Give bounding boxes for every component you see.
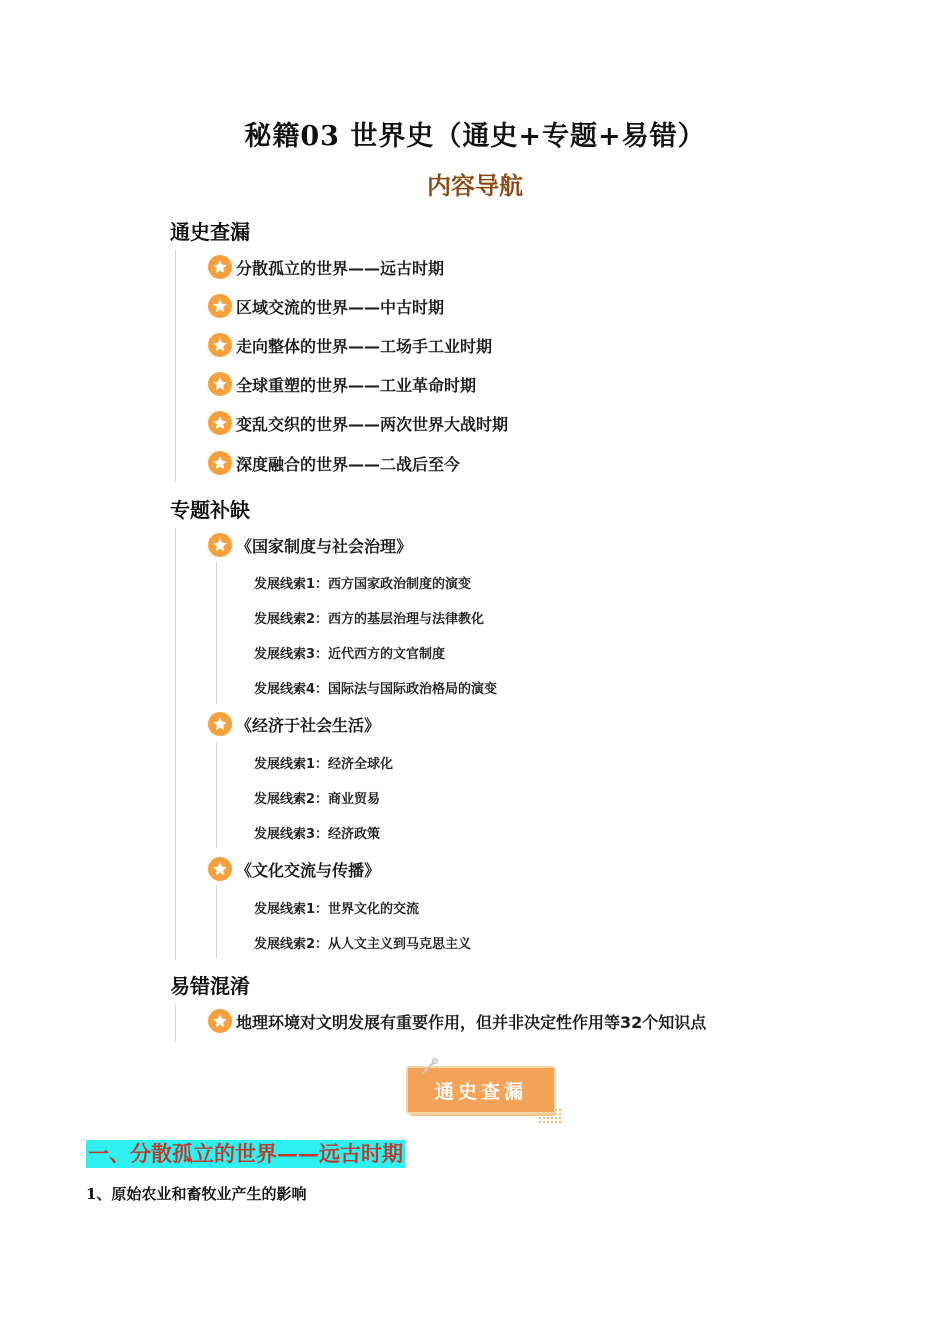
nav-item-label: 区域交流的世界——中古时期 <box>236 297 445 317</box>
nav-item-period-6[interactable] <box>208 450 460 476</box>
document-title: 秘籍03 世界史（通史+专题+易错） <box>244 121 706 152</box>
topic-item-culture[interactable] <box>208 856 380 882</box>
clue-item[interactable]: 发展线索1：世界文化的交流 <box>254 902 420 917</box>
star-icon <box>208 255 232 279</box>
clue-item[interactable]: 发展线索3：近代西方的文官制度 <box>254 647 446 662</box>
topic-rule <box>216 742 217 848</box>
topic-item-economy[interactable] <box>208 711 380 737</box>
topic-label: 《经济于社会生活》 <box>236 715 381 735</box>
nav-item-label: 全球重塑的世界——工业革命时期 <box>236 375 477 395</box>
clue-item[interactable]: 发展线索2：商业贸易 <box>254 792 381 807</box>
clue-item[interactable]: 发展线索2：从人文主义到马克思主义 <box>254 937 472 952</box>
star-icon <box>208 712 232 736</box>
section-heading-common-mistakes: 易错混淆 <box>170 974 250 998</box>
nav-item-label: 深度融合的世界——二战后至今 <box>236 454 461 474</box>
star-icon <box>208 294 232 318</box>
nav-item-period-1[interactable] <box>208 254 444 280</box>
clue-item[interactable]: 发展线索2：西方的基层治理与法律教化 <box>254 612 485 627</box>
section-badge <box>404 1064 564 1126</box>
clue-item[interactable]: 发展线索1：西方国家政治制度的演变 <box>254 577 472 592</box>
star-icon <box>208 533 232 557</box>
content-navigation-title: 内容导航 <box>427 171 523 200</box>
clue-item[interactable]: 发展线索1：经济全球化 <box>254 757 394 772</box>
section-rule <box>175 528 176 960</box>
section-heading-topics: 专题补缺 <box>170 498 250 522</box>
chapter-heading: 一、分散孤立的世界——远古时期 <box>88 1141 403 1166</box>
star-icon <box>208 333 232 357</box>
section-heading-general-history: 通史查漏 <box>170 220 250 244</box>
section-rule <box>175 1004 176 1042</box>
star-icon <box>208 372 232 396</box>
topic-rule <box>216 562 217 704</box>
topic-label: 《国家制度与社会治理》 <box>236 536 413 556</box>
topic-label: 《文化交流与传播》 <box>236 860 381 880</box>
nav-item-mistakes[interactable] <box>208 1008 706 1034</box>
section-rule <box>175 250 176 482</box>
nav-item-period-3[interactable] <box>208 332 492 358</box>
nav-item-label: 分散孤立的世界——远古时期 <box>236 258 445 278</box>
star-icon <box>208 857 232 881</box>
clue-item[interactable]: 发展线索3：经济政策 <box>254 827 381 842</box>
nav-item-label: 走向整体的世界——工场手工业时期 <box>236 336 493 356</box>
topic-item-state-governance[interactable] <box>208 532 412 558</box>
nav-item-period-2[interactable] <box>208 293 444 319</box>
nav-item-label: 变乱交织的世界——两次世界大战时期 <box>236 414 509 434</box>
badge-label: 通史查漏 <box>406 1066 556 1114</box>
clue-item[interactable]: 发展线索4：国际法与国际政治格局的演变 <box>254 682 498 697</box>
star-icon <box>208 411 232 435</box>
star-icon <box>208 1009 232 1033</box>
star-icon <box>208 451 232 475</box>
topic-rule <box>216 886 217 958</box>
pin-icon <box>420 1058 438 1076</box>
nav-item-label: 地理环境对文明发展有重要作用，但并非决定性作用等32个知识点 <box>236 1012 707 1032</box>
nav-item-period-4[interactable] <box>208 371 476 397</box>
nav-item-period-5[interactable] <box>208 410 508 436</box>
sub-heading: 1、原始农业和畜牧业产生的影响 <box>86 1185 307 1203</box>
